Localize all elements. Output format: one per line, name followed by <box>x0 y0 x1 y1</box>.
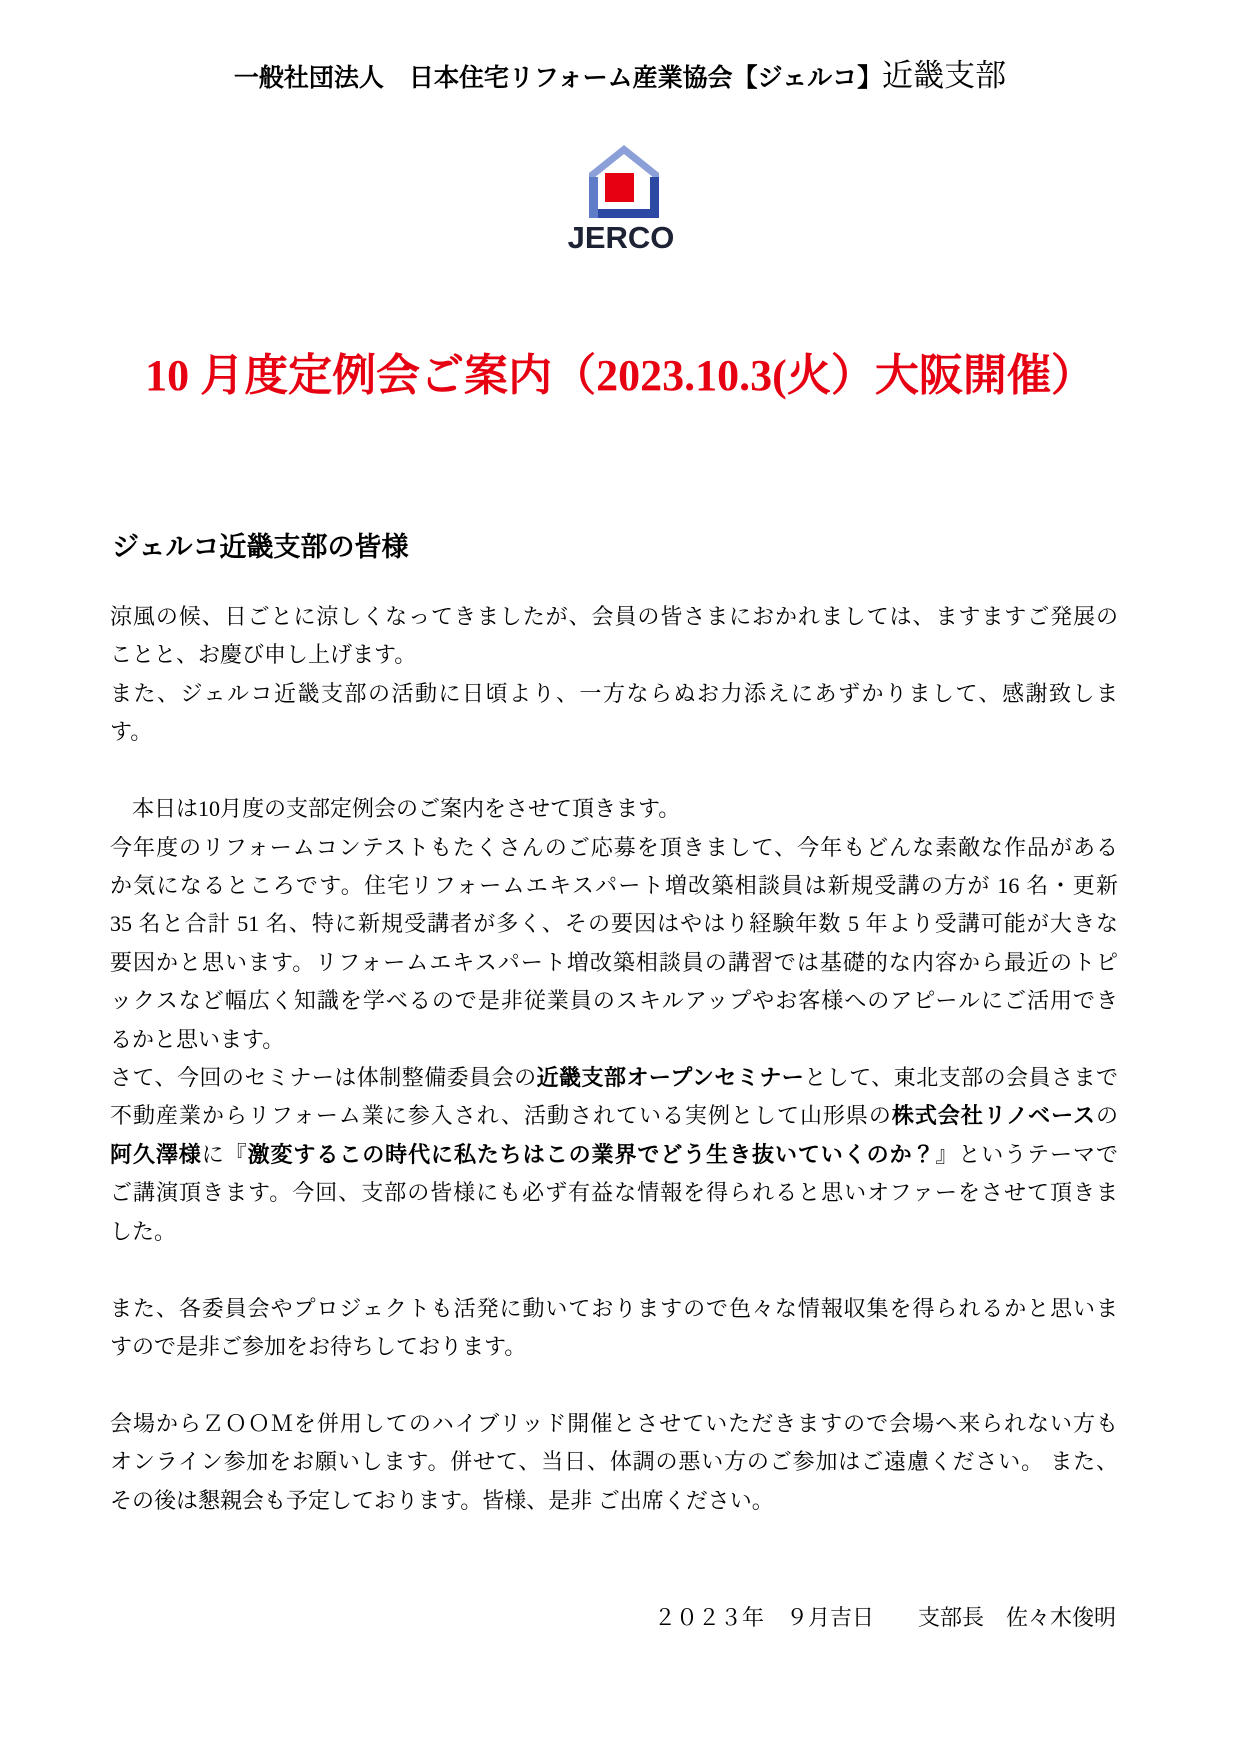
body-line: ことと、お慶び申し上げます。 <box>110 642 417 668</box>
logo-red-square-shape <box>605 173 634 202</box>
body-line: ご講演頂きます。今回、支部の皆様にも必ず有益な情報を得られると思いオファーをさせて頂きま <box>110 1180 1118 1206</box>
signature-line <box>654 1599 1116 1637</box>
body-line <box>110 1059 1118 1097</box>
paragraph-spacer <box>110 752 1118 790</box>
organization-name: 一般社団法人 日本住宅リフォーム産業協会【ジェルコ】 <box>233 65 883 92</box>
logo-left-wall-shape <box>589 177 598 218</box>
paragraph-spacer <box>110 1366 1118 1404</box>
body-line: 35 名と合計 51 名、特に新規受講者が多く、その要因はやはり経験年数 5 年より受講可能が大きな <box>110 911 1118 937</box>
body-text: さて、今回のセミナーは体制整備委員会の <box>110 1065 537 1091</box>
body-text: 』というテーマで <box>935 1141 1118 1167</box>
logo-wordmark: JERCO <box>567 220 675 255</box>
body-line: した。 <box>110 1218 177 1244</box>
body-line: 会場からＺＯＯＭを併用してのハイブリッド開催とさせていただきますので会場へ来られない方も <box>110 1410 1118 1436</box>
lecture-theme-emphasis: 激変するこの時代に私たちはこの業界でどう生き抜いていくのか？ <box>247 1141 936 1167</box>
organization-header <box>0 56 1240 96</box>
body-line: す。 <box>110 719 153 745</box>
body-text: の <box>1095 1103 1118 1129</box>
body-line: ックスなど幅広く知識を学べるので是非従業員のスキルアップやお客様へのアピールにご活用でき <box>110 988 1118 1014</box>
body-text: 不動産業からリフォーム業に参入され、活動されている実例として山形県の <box>110 1103 892 1129</box>
body-text: に『 <box>201 1141 248 1167</box>
jerco-house-icon <box>589 145 659 218</box>
logo-base-shape <box>598 209 650 218</box>
signer-role: 支部長 <box>917 1605 984 1630</box>
company-name-emphasis: 株式会社リノベース <box>891 1103 1096 1129</box>
page-title: 10 月度定例会ご案内（2023.10.3(火）大阪開催） <box>145 351 1095 400</box>
body-line: 涼風の候、日ごとに涼しくなってきましたが、会員の皆さまにおかれましては、ますますご発展の <box>110 604 1118 629</box>
body-line: また、ジェルコ近畿支部の活動に日頃より、一方ならぬお力添えにあずかりまして、感謝致しま <box>110 680 1118 706</box>
letter-body <box>110 598 1118 1520</box>
speaker-name-emphasis: 阿久澤様 <box>110 1141 202 1167</box>
body-line: すので是非ご参加をお待ちしております。 <box>110 1334 527 1360</box>
body-line: 本日は10月度の支部定例会のご案内をさせて頂きます。 <box>110 796 681 822</box>
body-line: その後は懇親会も予定しております。皆様、是非 ご出席ください。 <box>110 1487 774 1513</box>
body-line: また、各委員会やプロジェクトも活発に動いておりますので色々な情報収集を得られるかと思いま <box>110 1295 1118 1321</box>
signer-name: 佐々木俊明 <box>1005 1605 1116 1630</box>
seminar-name-emphasis: 近畿支部オープンセミナー <box>536 1065 805 1091</box>
body-line: るかと思います。 <box>110 1026 285 1052</box>
branch-name: 近畿支部 <box>882 58 1007 93</box>
paragraph-spacer <box>110 1251 1118 1289</box>
letter-date: ２０２３年 ９月吉日 <box>653 1605 874 1630</box>
body-line: 今年度のリフォームコンテストもたくさんのご応募を頂きまして、今年もどんな素敵な作品がある <box>110 834 1118 860</box>
salutation: ジェルコ近畿支部の皆様 <box>112 532 409 562</box>
body-text: として、東北支部の会員さまで <box>804 1065 1118 1091</box>
body-line: 要因かと思います。リフォームエキスパート増改築相談員の講習では基礎的な内容から最近のトピ <box>110 949 1118 975</box>
body-line <box>110 1097 1118 1135</box>
body-line: か気になるところです。住宅リフォームエキスパート増改築相談員は新規受講の方が 16 名・更新 <box>110 872 1118 898</box>
body-line <box>110 1136 1118 1174</box>
logo-right-wall-shape <box>650 177 659 218</box>
body-line: オンライン参加をお願いします。併せて、当日、体調の悪い方のご参加はご遠慮ください。 また、 <box>110 1449 1118 1475</box>
